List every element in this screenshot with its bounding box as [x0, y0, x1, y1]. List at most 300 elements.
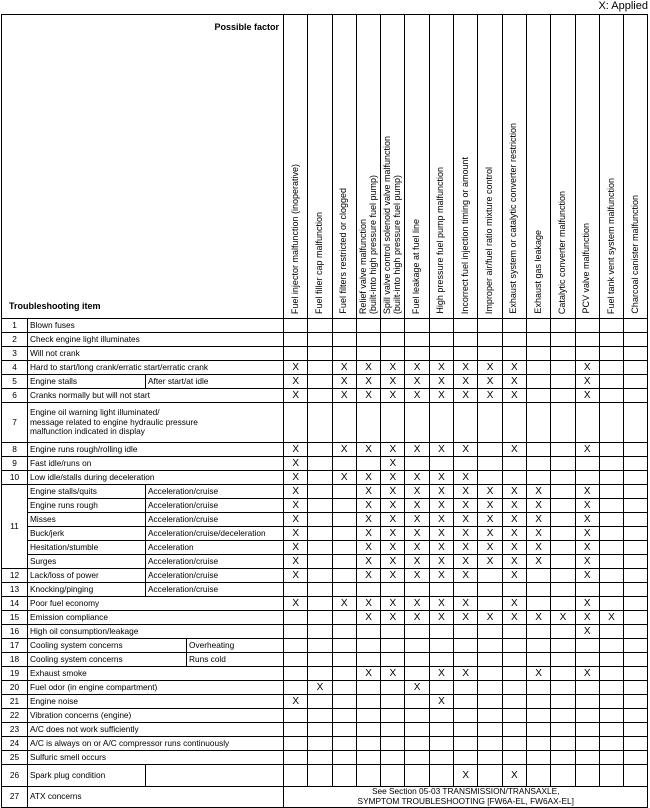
empty-cell — [575, 681, 599, 695]
table-row — [2, 555, 648, 569]
empty-cell — [551, 403, 575, 443]
empty-cell — [551, 499, 575, 513]
empty-cell — [624, 625, 648, 639]
empty-cell — [405, 723, 429, 737]
applied-mark: X — [356, 361, 380, 375]
applied-mark: X — [575, 555, 599, 569]
table-row — [2, 513, 648, 527]
condition-label: Acceleration/cruise — [146, 499, 284, 513]
applied-mark: X — [454, 443, 478, 457]
item-label: Engine stalls — [28, 375, 146, 389]
factor-label: Relief valve malfunction (built-into high pressure fuel pump) — [357, 174, 378, 314]
empty-cell — [429, 723, 453, 737]
empty-cell — [332, 737, 356, 751]
empty-cell — [599, 569, 623, 583]
factor-label: Improper air/fuel ratio mixture control — [484, 166, 495, 314]
table-row — [2, 541, 648, 555]
empty-cell — [284, 625, 308, 639]
applied-mark: X — [356, 527, 380, 541]
empty-cell — [454, 333, 478, 347]
empty-cell — [405, 625, 429, 639]
empty-cell — [599, 583, 623, 597]
empty-cell — [478, 403, 502, 443]
applied-mark: X — [526, 611, 550, 625]
item-label: Fast idle/runs on — [28, 457, 284, 471]
condition-label: Acceleration/cruise/deceleration — [146, 527, 284, 541]
empty-cell — [624, 485, 648, 499]
applied-mark: X — [284, 485, 308, 499]
empty-cell — [284, 319, 308, 333]
empty-cell — [599, 667, 623, 681]
empty-cell — [624, 765, 648, 787]
empty-cell — [599, 375, 623, 389]
empty-cell — [551, 333, 575, 347]
applied-mark: X — [381, 569, 405, 583]
applied-mark: X — [502, 485, 526, 499]
empty-cell — [356, 457, 380, 471]
empty-cell — [551, 709, 575, 723]
empty-cell — [454, 319, 478, 333]
applied-mark: X — [502, 443, 526, 457]
row-number: 19 — [2, 667, 28, 681]
applied-mark: X — [454, 555, 478, 569]
empty-cell — [551, 375, 575, 389]
empty-cell — [502, 667, 526, 681]
empty-cell — [308, 583, 332, 597]
table-row — [2, 403, 648, 443]
applied-mark: X — [405, 611, 429, 625]
applied-mark: X — [356, 443, 380, 457]
table-row — [2, 611, 648, 625]
empty-cell — [551, 527, 575, 541]
factor-header — [405, 15, 429, 319]
row-number: 23 — [2, 723, 28, 737]
empty-cell — [356, 709, 380, 723]
empty-cell — [624, 681, 648, 695]
factor-header — [599, 15, 623, 319]
applied-mark: X — [575, 541, 599, 555]
applied-mark: X — [429, 443, 453, 457]
empty-cell — [551, 389, 575, 403]
factor-label: Fuel filters restricted or clogged — [338, 188, 349, 314]
empty-cell — [551, 361, 575, 375]
applied-mark: X — [284, 541, 308, 555]
row-number: 22 — [2, 709, 28, 723]
empty-cell — [624, 319, 648, 333]
applied-mark: X — [575, 597, 599, 611]
empty-cell — [624, 611, 648, 625]
table-row — [2, 597, 648, 611]
empty-cell — [405, 403, 429, 443]
empty-cell — [624, 513, 648, 527]
empty-cell — [478, 347, 502, 361]
empty-cell — [308, 695, 332, 709]
empty-cell — [454, 347, 478, 361]
applied-mark: X — [405, 389, 429, 403]
empty-cell — [381, 653, 405, 667]
table-row — [2, 765, 648, 787]
applied-mark: X — [429, 375, 453, 389]
empty-cell — [308, 709, 332, 723]
applied-mark: X — [454, 499, 478, 513]
empty-cell — [624, 639, 648, 653]
empty-cell — [551, 457, 575, 471]
item-label: Buck/jerk — [28, 527, 146, 541]
applied-mark: X — [526, 541, 550, 555]
legend-note: X: Applied — [598, 0, 648, 12]
empty-cell — [284, 347, 308, 361]
item-label: Engine stalls/quits — [28, 485, 146, 499]
empty-cell — [308, 527, 332, 541]
empty-cell — [624, 443, 648, 457]
empty-cell — [429, 333, 453, 347]
empty-cell — [478, 583, 502, 597]
empty-cell — [381, 765, 405, 787]
empty-cell — [308, 765, 332, 787]
applied-mark: X — [454, 569, 478, 583]
table-row — [2, 347, 648, 361]
row-number: 27 — [2, 787, 28, 808]
empty-cell — [624, 709, 648, 723]
condition-label: Overheating — [187, 639, 284, 653]
empty-cell — [502, 737, 526, 751]
item-label: A/C does not work sufficiently — [28, 723, 284, 737]
applied-mark: X — [405, 499, 429, 513]
applied-mark: X — [332, 375, 356, 389]
empty-cell — [526, 765, 550, 787]
table-row — [2, 527, 648, 541]
factor-label: Spill valve control solenoid valve malfunction (built-into high pressure fuel pump) — [381, 135, 402, 314]
row-number: 10 — [2, 471, 28, 485]
empty-cell — [526, 457, 550, 471]
empty-cell — [502, 471, 526, 485]
empty-cell — [454, 653, 478, 667]
factor-label: Fuel injector malfunction (inoperative) — [289, 163, 300, 314]
applied-mark: X — [429, 485, 453, 499]
empty-cell — [575, 709, 599, 723]
empty-cell — [551, 443, 575, 457]
empty-cell — [599, 625, 623, 639]
condition-label: Acceleration/cruise — [146, 583, 284, 597]
applied-mark: X — [478, 527, 502, 541]
empty-cell — [599, 527, 623, 541]
empty-cell — [599, 681, 623, 695]
empty-cell — [381, 695, 405, 709]
empty-cell — [624, 499, 648, 513]
row-number: 7 — [2, 403, 28, 443]
applied-mark: X — [381, 471, 405, 485]
empty-cell — [478, 625, 502, 639]
empty-cell — [356, 723, 380, 737]
applied-mark: X — [332, 389, 356, 403]
empty-cell — [526, 709, 550, 723]
empty-cell — [478, 737, 502, 751]
empty-cell — [526, 319, 550, 333]
empty-cell — [526, 695, 550, 709]
empty-cell — [405, 653, 429, 667]
empty-cell — [356, 681, 380, 695]
applied-mark: X — [575, 375, 599, 389]
applied-mark: X — [356, 513, 380, 527]
applied-mark: X — [454, 485, 478, 499]
empty-cell — [478, 681, 502, 695]
item-label: Surges — [28, 555, 146, 569]
empty-cell — [599, 723, 623, 737]
empty-cell — [332, 555, 356, 569]
empty-cell — [284, 333, 308, 347]
empty-cell — [332, 695, 356, 709]
table-row — [2, 499, 648, 513]
applied-mark: X — [356, 667, 380, 681]
applied-mark: X — [454, 361, 478, 375]
item-label: A/C is always on or A/C compressor runs continuously — [28, 737, 284, 751]
table-row — [2, 695, 648, 709]
empty-cell — [308, 443, 332, 457]
empty-cell — [284, 611, 308, 625]
applied-mark: X — [502, 597, 526, 611]
empty-cell — [599, 389, 623, 403]
row-number: 18 — [2, 653, 28, 667]
empty-cell — [599, 347, 623, 361]
empty-cell — [381, 583, 405, 597]
applied-mark: X — [381, 499, 405, 513]
applied-mark: X — [478, 555, 502, 569]
applied-mark: X — [575, 499, 599, 513]
possible-factor-label: Possible factor — [214, 22, 279, 32]
empty-cell — [551, 723, 575, 737]
empty-cell — [575, 737, 599, 751]
applied-mark: X — [429, 667, 453, 681]
empty-cell — [429, 765, 453, 787]
empty-cell — [429, 403, 453, 443]
table-row — [2, 639, 648, 653]
empty-cell — [624, 667, 648, 681]
applied-mark: X — [284, 443, 308, 457]
empty-cell — [332, 499, 356, 513]
table-row — [2, 667, 648, 681]
empty-cell — [454, 723, 478, 737]
applied-mark: X — [381, 555, 405, 569]
empty-cell — [405, 639, 429, 653]
empty-cell — [526, 681, 550, 695]
empty-cell — [551, 569, 575, 583]
empty-cell — [356, 347, 380, 361]
applied-mark: X — [284, 499, 308, 513]
applied-mark: X — [575, 625, 599, 639]
empty-cell — [624, 457, 648, 471]
empty-cell — [454, 681, 478, 695]
empty-cell — [381, 333, 405, 347]
header-corner-cell — [2, 15, 284, 319]
empty-cell — [356, 737, 380, 751]
empty-cell — [405, 737, 429, 751]
empty-cell — [599, 709, 623, 723]
applied-mark: X — [454, 597, 478, 611]
applied-mark: X — [575, 569, 599, 583]
condition-label: Acceleration/cruise — [146, 555, 284, 569]
empty-cell — [624, 403, 648, 443]
factor-label: Fuel leakage at fuel line — [411, 218, 422, 314]
empty-cell — [284, 639, 308, 653]
table-row — [2, 569, 648, 583]
empty-cell — [332, 583, 356, 597]
applied-mark: X — [526, 513, 550, 527]
empty-cell — [551, 597, 575, 611]
empty-cell — [478, 765, 502, 787]
empty-cell — [599, 471, 623, 485]
factor-header — [454, 15, 478, 319]
empty-cell — [551, 625, 575, 639]
empty-cell — [526, 389, 550, 403]
item-label: Blown fuses — [28, 319, 284, 333]
applied-mark: X — [284, 471, 308, 485]
item-label: Cooling system concerns — [28, 653, 187, 667]
row-number: 1 — [2, 319, 28, 333]
applied-mark: X — [478, 541, 502, 555]
factor-label: Charcoal canister malfunction — [629, 195, 640, 314]
row-number: 20 — [2, 681, 28, 695]
empty-cell — [575, 333, 599, 347]
empty-cell — [599, 541, 623, 555]
empty-cell — [575, 695, 599, 709]
condition-label: Acceleration/cruise — [146, 569, 284, 583]
empty-cell — [624, 583, 648, 597]
table-row — [2, 471, 648, 485]
applied-mark: X — [284, 389, 308, 403]
table-row — [2, 375, 648, 389]
row-number: 13 — [2, 583, 28, 597]
applied-mark: X — [405, 513, 429, 527]
empty-cell — [599, 555, 623, 569]
factor-label: Exhaust gas leakage — [532, 230, 543, 314]
empty-cell — [551, 485, 575, 499]
empty-cell — [575, 471, 599, 485]
row-number: 8 — [2, 443, 28, 457]
empty-cell — [429, 347, 453, 361]
applied-mark: X — [575, 513, 599, 527]
empty-cell — [624, 653, 648, 667]
item-label: Sulfuric smell occurs — [28, 751, 284, 765]
condition-label: After start/at idle — [146, 375, 284, 389]
empty-cell — [405, 333, 429, 347]
item-label: Misses — [28, 513, 146, 527]
empty-cell — [599, 485, 623, 499]
applied-mark: X — [429, 513, 453, 527]
empty-cell — [308, 361, 332, 375]
factor-header — [526, 15, 550, 319]
empty-cell — [624, 723, 648, 737]
empty-cell — [502, 457, 526, 471]
item-label: Exhaust smoke — [28, 667, 284, 681]
empty-cell — [405, 695, 429, 709]
factor-label: PCV valve malfunction — [581, 223, 592, 314]
item-label: Engine runs rough/rolling idle — [28, 443, 284, 457]
empty-cell — [551, 695, 575, 709]
empty-cell — [429, 319, 453, 333]
applied-mark: X — [454, 667, 478, 681]
empty-cell — [454, 625, 478, 639]
applied-mark: X — [356, 485, 380, 499]
empty-cell — [624, 737, 648, 751]
applied-mark: X — [478, 485, 502, 499]
applied-mark: X — [405, 375, 429, 389]
applied-mark: X — [478, 611, 502, 625]
item-label: Knocking/pinging — [28, 583, 146, 597]
empty-cell — [526, 443, 550, 457]
row-number: 9 — [2, 457, 28, 471]
item-label: Cranks normally but will not start — [28, 389, 284, 403]
applied-mark: X — [405, 555, 429, 569]
empty-cell — [454, 639, 478, 653]
row-number: 24 — [2, 737, 28, 751]
empty-cell — [381, 723, 405, 737]
empty-cell — [624, 333, 648, 347]
applied-mark: X — [381, 443, 405, 457]
applied-mark: X — [356, 555, 380, 569]
item-label: Engine noise — [28, 695, 284, 709]
applied-mark: X — [575, 611, 599, 625]
empty-cell — [551, 681, 575, 695]
empty-cell — [575, 653, 599, 667]
empty-cell — [526, 737, 550, 751]
empty-cell — [551, 347, 575, 361]
applied-mark: X — [405, 597, 429, 611]
empty-cell — [502, 403, 526, 443]
empty-cell — [332, 347, 356, 361]
row-number: 25 — [2, 751, 28, 765]
empty-cell — [526, 403, 550, 443]
empty-cell — [308, 555, 332, 569]
item-label: ATX concerns — [28, 787, 284, 808]
applied-mark: X — [478, 499, 502, 513]
empty-cell — [526, 583, 550, 597]
applied-mark: X — [502, 611, 526, 625]
factor-header — [332, 15, 356, 319]
item-label: Vibration concerns (engine) — [28, 709, 284, 723]
empty-cell — [454, 457, 478, 471]
empty-cell — [332, 709, 356, 723]
empty-cell — [429, 639, 453, 653]
empty-cell — [502, 695, 526, 709]
table-row — [2, 457, 648, 471]
factor-header — [429, 15, 453, 319]
empty-cell — [332, 765, 356, 787]
applied-mark: X — [405, 443, 429, 457]
empty-cell — [502, 347, 526, 361]
empty-cell — [599, 695, 623, 709]
troubleshooting-item-label: Troubleshooting item — [9, 300, 101, 311]
empty-cell — [624, 555, 648, 569]
empty-cell — [551, 541, 575, 555]
empty-cell — [284, 403, 308, 443]
empty-cell — [624, 471, 648, 485]
empty-cell — [308, 639, 332, 653]
empty-cell — [332, 667, 356, 681]
empty-cell — [356, 333, 380, 347]
applied-mark: X — [599, 611, 623, 625]
applied-mark: X — [356, 569, 380, 583]
empty-cell — [599, 653, 623, 667]
factor-label: Fuel filler cap malfunction — [314, 211, 324, 314]
empty-cell — [478, 569, 502, 583]
applied-mark: X — [284, 695, 308, 709]
factor-header — [551, 15, 575, 319]
empty-cell — [478, 709, 502, 723]
empty-cell — [502, 723, 526, 737]
empty-cell — [356, 695, 380, 709]
factor-header — [502, 15, 526, 319]
applied-mark: X — [356, 375, 380, 389]
